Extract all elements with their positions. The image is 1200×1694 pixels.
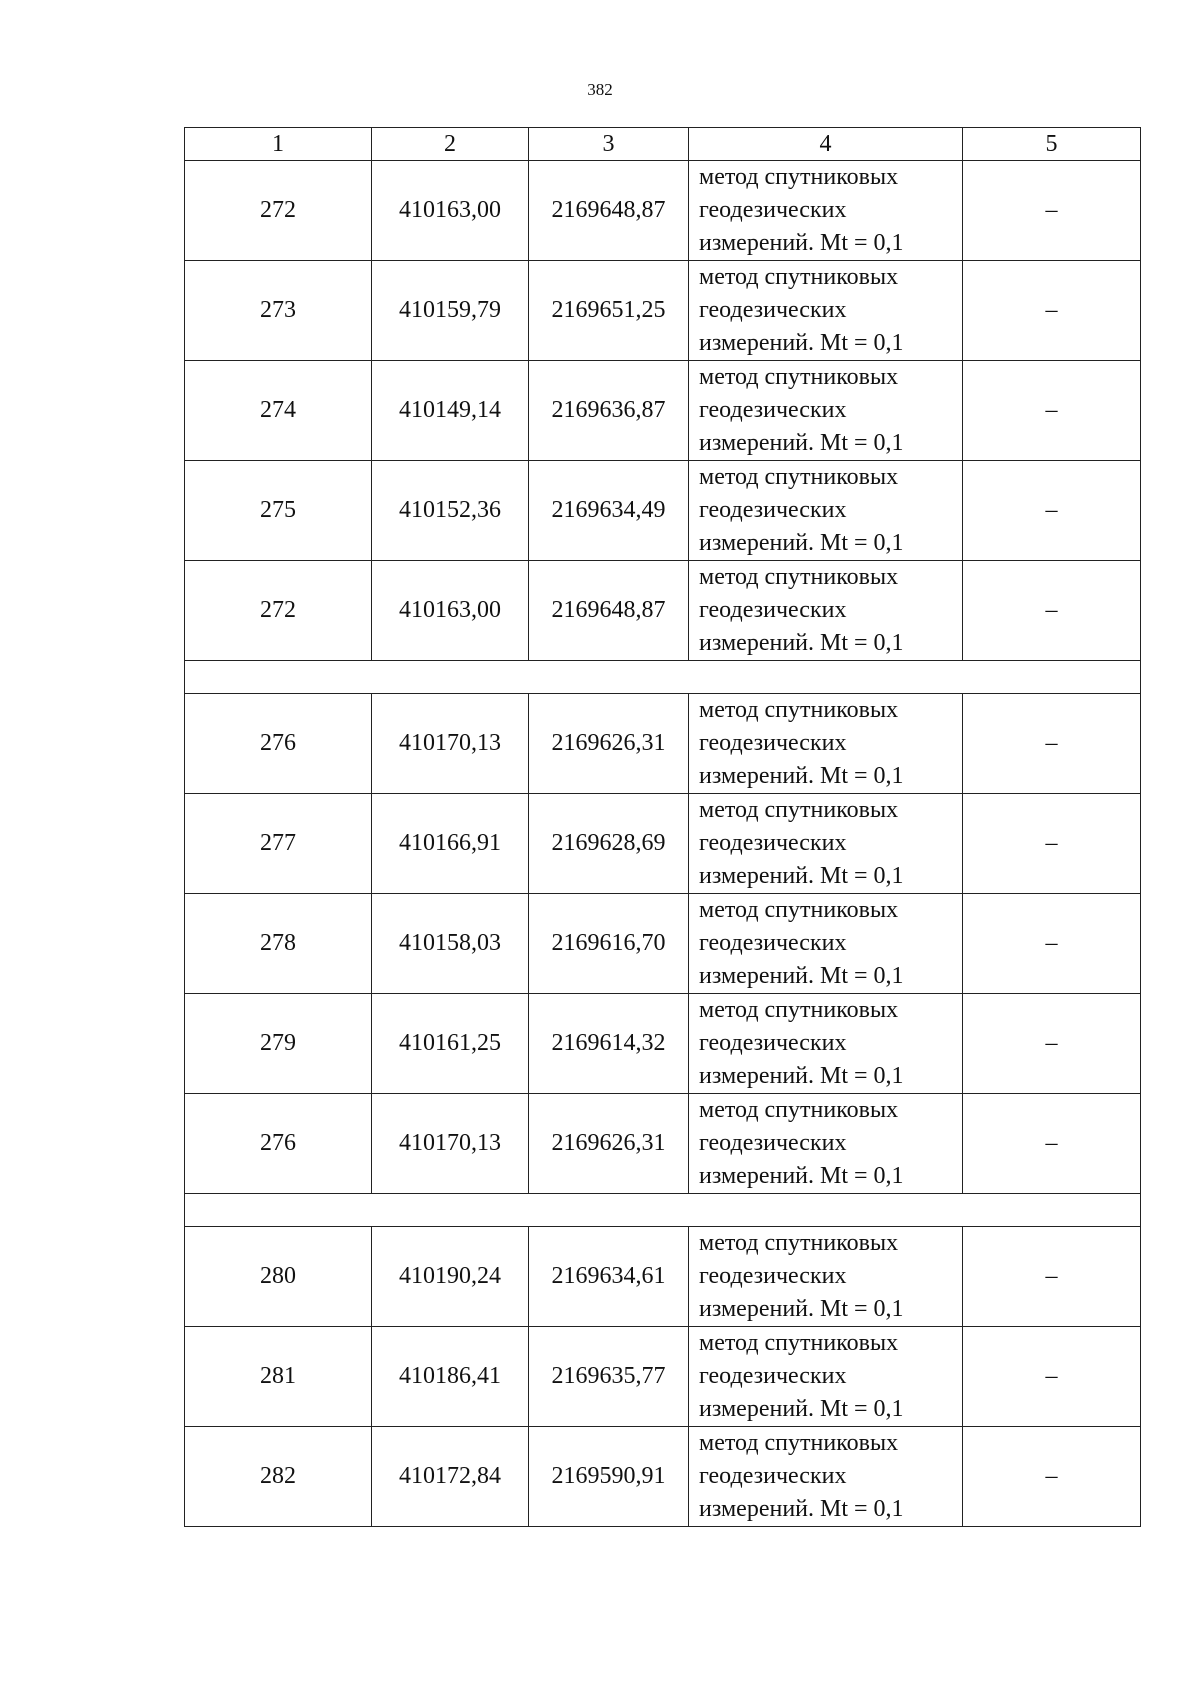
y-coordinate-cell: 2169648,87 xyxy=(529,161,689,261)
method-line: измерений. Mt = 0,1 xyxy=(699,863,904,889)
point-number-cell: 282 xyxy=(185,1427,372,1527)
method-line: измерений. Mt = 0,1 xyxy=(699,230,904,256)
table-row xyxy=(185,461,1141,561)
point-number-cell: 280 xyxy=(185,1227,372,1327)
table-row xyxy=(185,1227,1141,1327)
method-cell xyxy=(689,994,963,1094)
note-cell: – xyxy=(963,1227,1141,1327)
method-line: измерений. Mt = 0,1 xyxy=(699,1396,904,1422)
method-line: геодезических xyxy=(699,597,847,623)
method-line: метод спутниковых xyxy=(699,164,899,190)
point-number-cell: 277 xyxy=(185,794,372,894)
method-line: метод спутниковых xyxy=(699,564,899,590)
method-line: метод спутниковых xyxy=(699,1330,899,1356)
point-number-cell: 275 xyxy=(185,461,372,561)
table-row xyxy=(185,361,1141,461)
note-cell: – xyxy=(963,361,1141,461)
table-row xyxy=(185,261,1141,361)
method-line: геодезических xyxy=(699,830,847,856)
x-coordinate-cell: 410158,03 xyxy=(372,894,529,994)
point-number-cell: 272 xyxy=(185,161,372,261)
note-cell: – xyxy=(963,794,1141,894)
table-header-row xyxy=(185,128,1141,161)
x-coordinate-cell: 410163,00 xyxy=(372,561,529,661)
method-cell xyxy=(689,794,963,894)
note-cell: – xyxy=(963,461,1141,561)
method-line: геодезических xyxy=(699,1130,847,1156)
method-line: измерений. Mt = 0,1 xyxy=(699,330,904,356)
table-row xyxy=(185,694,1141,794)
method-line: измерений. Mt = 0,1 xyxy=(699,430,904,456)
method-cell xyxy=(689,261,963,361)
method-cell xyxy=(689,361,963,461)
y-coordinate-cell: 2169626,31 xyxy=(529,1094,689,1194)
method-line: геодезических xyxy=(699,397,847,423)
x-coordinate-cell: 410172,84 xyxy=(372,1427,529,1527)
y-coordinate-cell: 2169651,25 xyxy=(529,261,689,361)
note-cell: – xyxy=(963,1427,1141,1527)
method-line: геодезических xyxy=(699,1463,847,1489)
method-cell xyxy=(689,1327,963,1427)
table-row xyxy=(185,1094,1141,1194)
table-body xyxy=(185,128,1141,1527)
method-cell xyxy=(689,1094,963,1194)
header-cell-1: 1 xyxy=(185,128,372,161)
method-cell xyxy=(689,461,963,561)
method-line: метод спутниковых xyxy=(699,464,899,490)
header-cell-3: 3 xyxy=(529,128,689,161)
method-cell xyxy=(689,894,963,994)
x-coordinate-cell: 410163,00 xyxy=(372,161,529,261)
method-line: метод спутниковых xyxy=(699,1097,899,1123)
method-line: геодезических xyxy=(699,1263,847,1289)
y-coordinate-cell: 2169614,32 xyxy=(529,994,689,1094)
group-separator-row xyxy=(185,1194,1141,1227)
point-number-cell: 278 xyxy=(185,894,372,994)
method-cell xyxy=(689,161,963,261)
group-separator-cell xyxy=(185,661,1141,694)
coordinates-table xyxy=(184,127,1141,1527)
method-line: метод спутниковых xyxy=(699,1230,899,1256)
method-line: измерений. Mt = 0,1 xyxy=(699,1296,904,1322)
method-line: геодезических xyxy=(699,1363,847,1389)
y-coordinate-cell: 2169634,49 xyxy=(529,461,689,561)
y-coordinate-cell: 2169636,87 xyxy=(529,361,689,461)
x-coordinate-cell: 410170,13 xyxy=(372,1094,529,1194)
point-number-cell: 272 xyxy=(185,561,372,661)
method-cell xyxy=(689,1227,963,1327)
x-coordinate-cell: 410161,25 xyxy=(372,994,529,1094)
method-line: метод спутниковых xyxy=(699,1430,899,1456)
point-number-cell: 276 xyxy=(185,1094,372,1194)
y-coordinate-cell: 2169635,77 xyxy=(529,1327,689,1427)
x-coordinate-cell: 410166,91 xyxy=(372,794,529,894)
x-coordinate-cell: 410149,14 xyxy=(372,361,529,461)
method-line: измерений. Mt = 0,1 xyxy=(699,1063,904,1089)
note-cell: – xyxy=(963,561,1141,661)
method-line: геодезических xyxy=(699,930,847,956)
method-cell xyxy=(689,694,963,794)
note-cell: – xyxy=(963,694,1141,794)
note-cell: – xyxy=(963,1094,1141,1194)
method-line: метод спутниковых xyxy=(699,897,899,923)
point-number-cell: 274 xyxy=(185,361,372,461)
y-coordinate-cell: 2169648,87 xyxy=(529,561,689,661)
note-cell: – xyxy=(963,894,1141,994)
method-line: измерений. Mt = 0,1 xyxy=(699,963,904,989)
x-coordinate-cell: 410170,13 xyxy=(372,694,529,794)
method-line: измерений. Mt = 0,1 xyxy=(699,1163,904,1189)
method-line: измерений. Mt = 0,1 xyxy=(699,763,904,789)
method-cell xyxy=(689,561,963,661)
header-cell-5: 5 xyxy=(963,128,1141,161)
x-coordinate-cell: 410159,79 xyxy=(372,261,529,361)
y-coordinate-cell: 2169590,91 xyxy=(529,1427,689,1527)
method-line: метод спутниковых xyxy=(699,797,899,823)
table-row xyxy=(185,1327,1141,1427)
header-cell-4: 4 xyxy=(689,128,963,161)
x-coordinate-cell: 410186,41 xyxy=(372,1327,529,1427)
y-coordinate-cell: 2169634,61 xyxy=(529,1227,689,1327)
table-row xyxy=(185,894,1141,994)
y-coordinate-cell: 2169626,31 xyxy=(529,694,689,794)
note-cell: – xyxy=(963,994,1141,1094)
method-line: метод спутниковых xyxy=(699,364,899,390)
method-line: геодезических xyxy=(699,197,847,223)
y-coordinate-cell: 2169616,70 xyxy=(529,894,689,994)
point-number-cell: 273 xyxy=(185,261,372,361)
group-separator-row xyxy=(185,661,1141,694)
method-line: метод спутниковых xyxy=(699,264,899,290)
y-coordinate-cell: 2169628,69 xyxy=(529,794,689,894)
table-row xyxy=(185,794,1141,894)
table-row xyxy=(185,1427,1141,1527)
method-line: измерений. Mt = 0,1 xyxy=(699,1496,904,1522)
point-number-cell: 281 xyxy=(185,1327,372,1427)
method-line: измерений. Mt = 0,1 xyxy=(699,530,904,556)
note-cell: – xyxy=(963,161,1141,261)
method-line: геодезических xyxy=(699,730,847,756)
point-number-cell: 276 xyxy=(185,694,372,794)
method-line: геодезических xyxy=(699,497,847,523)
method-line: геодезических xyxy=(699,297,847,323)
point-number-cell: 279 xyxy=(185,994,372,1094)
group-separator-cell xyxy=(185,1194,1141,1227)
table-row xyxy=(185,994,1141,1094)
page-number: 382 xyxy=(587,80,613,99)
method-cell xyxy=(689,1427,963,1527)
method-line: измерений. Mt = 0,1 xyxy=(699,630,904,656)
note-cell: – xyxy=(963,1327,1141,1427)
table-row xyxy=(185,561,1141,661)
x-coordinate-cell: 410190,24 xyxy=(372,1227,529,1327)
x-coordinate-cell: 410152,36 xyxy=(372,461,529,561)
method-line: метод спутниковых xyxy=(699,697,899,723)
method-line: метод спутниковых xyxy=(699,997,899,1023)
header-cell-2: 2 xyxy=(372,128,529,161)
note-cell: – xyxy=(963,261,1141,361)
method-line: геодезических xyxy=(699,1030,847,1056)
table-row xyxy=(185,161,1141,261)
